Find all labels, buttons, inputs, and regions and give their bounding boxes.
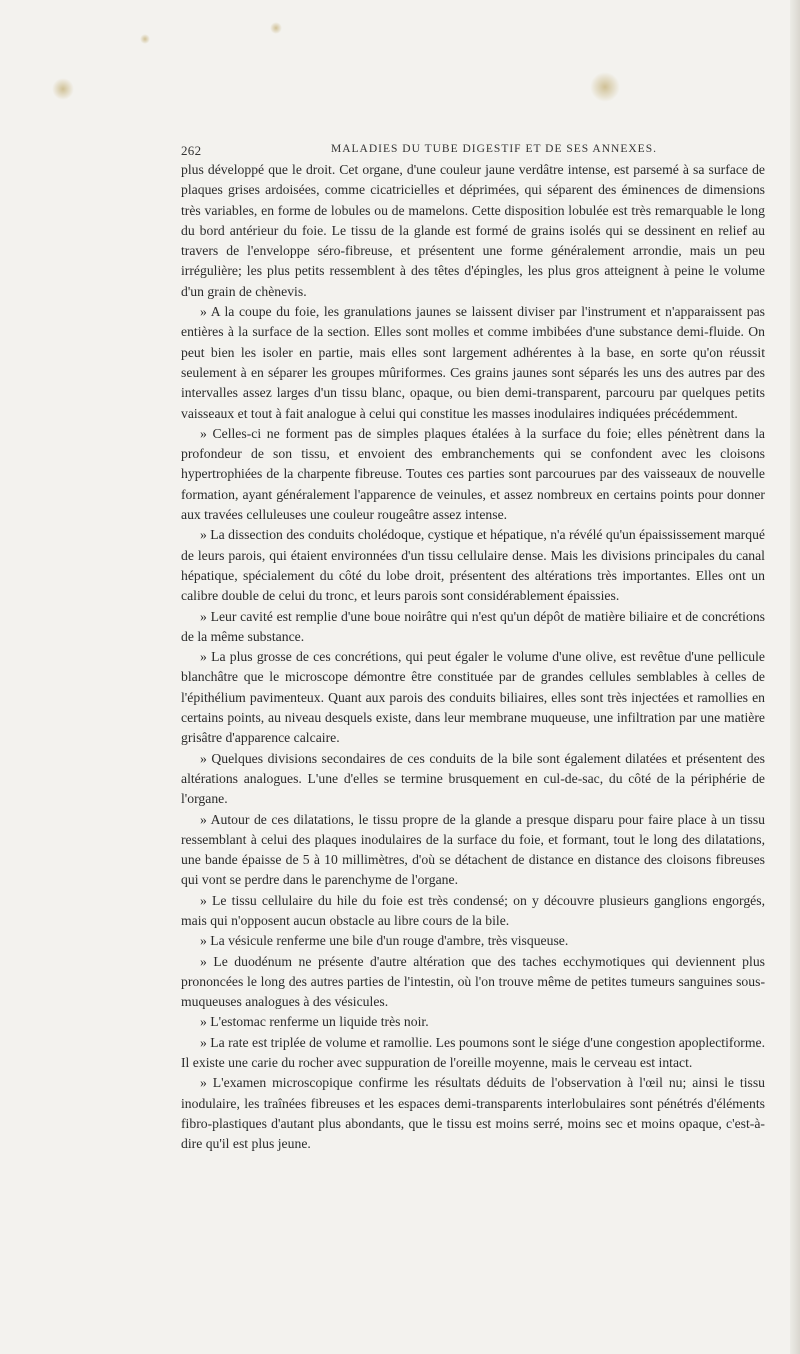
paragraph: » Autour de ces dilatations, le tissu propre de la glande a presque disparu pour faire place à un tissu ressemblant à celui des plaques inodulaires de la surface du foie, et formant, tout le long des dilatations, une bande épaisse de 5 à 10 millimètres, d'où se détachent de distance en distance des cloisons fibreuses qui vont se perdre dans le parenchyme de l'organe. <box>181 811 765 888</box>
paragraph: » L'examen microscopique confirme les résultats déduits de l'observation à l'œil nu; ainsi le tissu inodulaire, les traînées fibreuses et les espaces demi-transparents interlobulaires sont pénétrés d'éléments fibro-plastiques d'autant plus abondants, que le tissu est moins serré, moins sec et moins opaque, c'est-à-dire qu'il est plus jeune. <box>181 1075 765 1152</box>
paragraph: » Quelques divisions secondaires de ces conduits de la bile sont également dilatées et présentent des altérations analogues. L'une d'elles se termine brusquement en cul-de-sac, du côté de la périphérie de l'organe. <box>181 750 765 807</box>
foxing-stain <box>140 34 150 44</box>
paragraph: » La rate est triplée de volume et ramollie. Les poumons sont le siége d'une congestion apoplectiforme. Il existe une carie du rocher avec suppuration de l'oreille moyenne, mais le cerveau est intact. <box>181 1034 766 1071</box>
paragraph: » La dissection des conduits cholédoque, cystique et hépatique, n'a révélé qu'un épaississement marqué de leurs parois, qui étaient environnées d'un tissu cellulaire dense. Mais les divisions principales du canal hépatique, spécialement du côté du lobe droit, présentent des altérations très importantes. Elles ont un calibre double de celui du tronc, et leurs parois sont considérablement épaissies. <box>181 527 765 604</box>
paragraph: » Le duodénum ne présente d'autre altération que des taches ecchymotiques qui deviennent plus prononcées le long des autres parties de l'intestin, où l'on trouve même de petites tumeurs sanguines sous-muqueuses analogues à des vésicules. <box>181 953 765 1010</box>
paragraph: plus développé que le droit. Cet organe, d'une couleur jaune verdâtre intense, est parsemé à sa surface de plaques grises ardoisées, comme cicatricielles et déprimées, qui séparent des éminences de dimensions très variables, en forme de lobules ou de mamelons. Cette disposition lobulée est très remarquable le long du bord antérieur du foie. Le tissu de la glande est formé de grains isolés qui se dessinent en relief au travers de l'enveloppe séro-fibreuse, et présentent une forme généralement arrondie, mais un peu irrégulière; les plus petits ressemblent à des têtes d'épingles, les plus gros atteignent à peine le volume d'un grain de chènevis. <box>181 162 765 299</box>
page-number: 262 <box>181 143 202 158</box>
paragraph: » La vésicule renferme une bile d'un rouge d'ambre, très visqueuse. <box>200 933 569 949</box>
paragraph: » La plus grosse de ces concrétions, qui peut égaler le volume d'une olive, est revêtue d'une pellicule blanchâtre que le microscope démontre être constituée par de grandes cellules semblables à celles de l'épithélium pavimenteux. Quant aux parois des conduits biliaires, elles sont très injectées et ramollies en certains points, au niveau desquels existe, dans leur membrane muqueuse, une infiltration par une matière grisâtre d'apparence calcaire. <box>181 649 765 746</box>
foxing-stain <box>590 72 620 102</box>
running-title: MALADIES DU TUBE DIGESTIF ET DE SES ANNEXES. <box>331 143 657 155</box>
body-text <box>181 160 765 1155</box>
foxing-stain <box>270 22 282 34</box>
page-edge <box>790 0 800 1354</box>
paragraph: » Le tissu cellulaire du hile du foie est très condensé; on y découvre plusieurs ganglions engorgés, mais qui n'opposent aucun obstacle au libre cours de la bile. <box>181 892 765 928</box>
paragraph: » Celles-ci ne forment pas de simples plaques étalées à la surface du foie; elles pénètrent dans la profondeur de son tissu, et envoient des embranchements qui se confondent avec les cloisons hypertrophiées de la charpente fibreuse. Toutes ces parties sont parcourues par des vaisseaux de nouvelle formation, ayant généralement l'apparence de veinules, et assez nombreux en certains points pour donner aux travées celluleuses une couleur rougeâtre assez intense. <box>181 425 765 523</box>
paragraph: » A la coupe du foie, les granulations jaunes se laissent diviser par l'instrument et n'apparaissent pas entières à la surface de la section. Elles sont molles et comme imbibées d'une substance demi-fluide. On peut bien les isoler en partie, mais elles sont largement adhérentes à la base, en sorte qu'on réussit seulement à en séparer les groupes mûriformes. Ces grains jaunes sont séparés les uns des autres par des intervalles assez larges d'un tissu blanc, opaque, ou bien demi-transparent, parcouru par quelques petits vaisseaux et tout à fait analogue à celui qui constitue les masses inodulaires indiquées précédemment. <box>181 304 765 421</box>
foxing-stain <box>52 78 74 100</box>
paragraph: » L'estomac renferme un liquide très noir. <box>200 1014 429 1030</box>
paragraph: » Leur cavité est remplie d'une boue noirâtre qui n'est qu'un dépôt de matière biliaire et de concrétions de la même substance. <box>181 608 765 644</box>
